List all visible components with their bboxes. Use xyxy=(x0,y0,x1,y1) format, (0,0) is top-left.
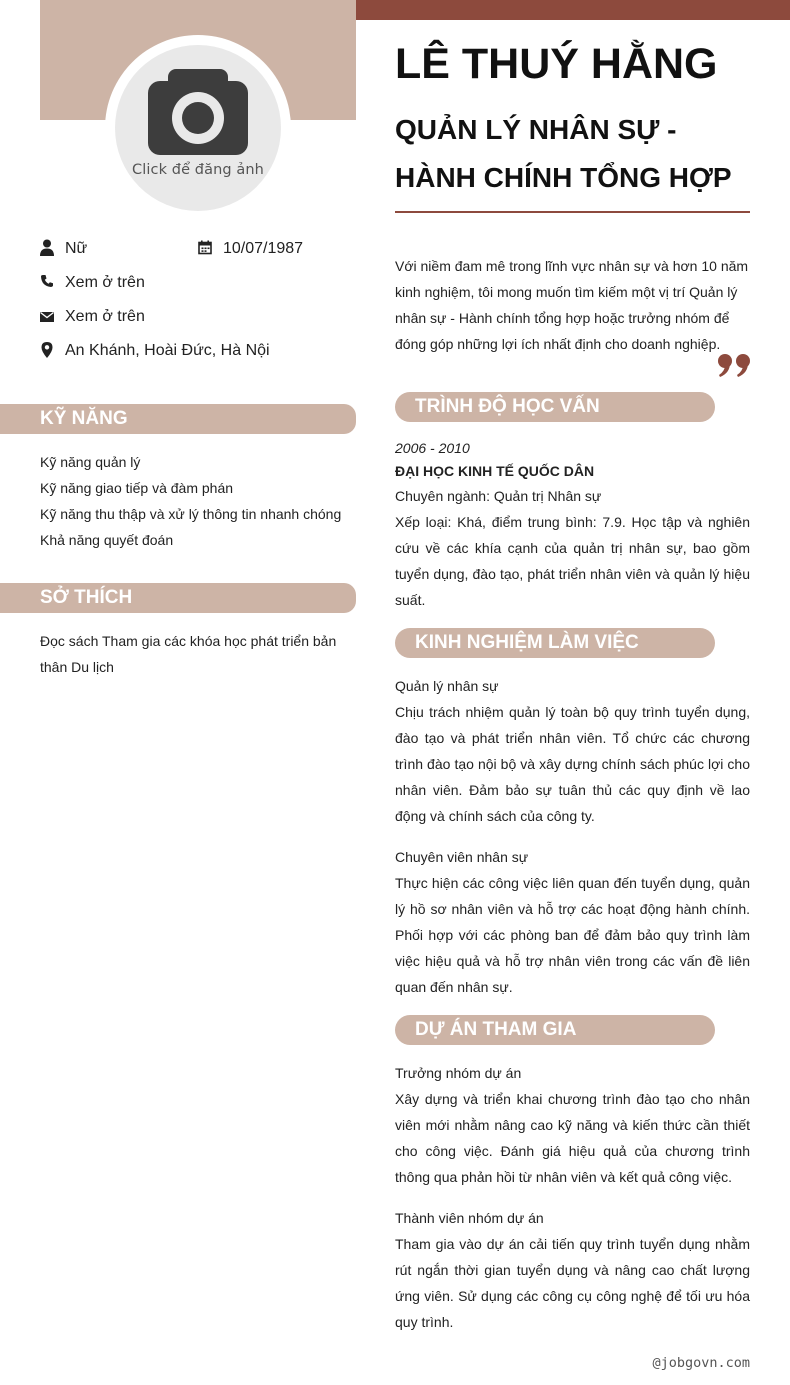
experience-position: Quản lý nhân sự xyxy=(395,678,499,694)
address-value: An Khánh, Hoài Đức, Hà Nội xyxy=(65,342,270,359)
camera-icon xyxy=(148,69,248,155)
education-years: 2006 - 2010 xyxy=(395,440,470,456)
birthdate-value: 10/07/1987 xyxy=(223,240,304,257)
project-description: Xây dựng và triển khai chương trình đào tạo cho nhân viên mới nhằm nâng cao kỹ năng và kiến thức cần thiết cho công việc. Đánh giá hiệu quả của chương trình thông qua phản hồi từ nhân viên và kết quả công việc. xyxy=(395,1091,750,1185)
projects-heading: DỰ ÁN THAM GIA xyxy=(395,1015,715,1045)
experience-position: Chuyên viên nhân sự xyxy=(395,849,529,865)
experience-description: Thực hiện các công việc liên quan đến tuyển dụng, quản lý hồ sơ nhân viên và hỗ trợ các hoạt động hành chính. Phối hợp với các phòng ban để đảm bảo quy trình làm việc hiệu quả và hỗ trợ nhân viên trong các vấn đề liên quan đến nhân sự. xyxy=(395,875,750,995)
experience-description: Chịu trách nhiệm quản lý toàn bộ quy trình tuyển dụng, đào tạo và phát triển nhân viên. Tổ chức các chương trình đào tạo nội bộ và xây dựng chính sách phúc lợi cho nhân viên. Đảm bảo sự tuân thủ các quy định về lao động và chính sách của công ty. xyxy=(395,704,750,824)
job-title: QUẢN LÝ NHÂN SỰ - HÀNH CHÍNH TỔNG HỢP xyxy=(395,114,732,193)
avatar-caption: Click để đăng ảnh xyxy=(132,162,264,178)
avatar-upload[interactable] xyxy=(115,45,281,211)
person-icon xyxy=(40,239,54,257)
project-role: Trưởng nhóm dự án xyxy=(395,1065,522,1081)
education-heading: TRÌNH ĐỘ HỌC VẤN xyxy=(395,392,715,422)
phone-icon xyxy=(40,273,54,291)
career-objective: Với niềm đam mê trong lĩnh vực nhân sự và hơn 10 năm kinh nghiệm, tôi mong muốn tìm kiếm một vị trí Quản lý nhân sự - Hành chính tổng hợp hoặc trưởng nhóm để đóng góp những lợi ích nhất định cho doanh nghiệp. xyxy=(395,258,749,352)
full-name: LÊ THUÝ HẰNG xyxy=(395,40,718,88)
calendar-icon xyxy=(198,239,212,257)
email-value: Xem ở trên xyxy=(65,308,145,325)
project-role: Thành viên nhóm dự án xyxy=(395,1210,544,1226)
skill-item: Kỹ năng giao tiếp và đàm phán xyxy=(40,480,234,496)
hobbies-heading: SỞ THÍCH xyxy=(0,583,356,613)
experience-heading: KINH NGHIỆM LÀM VIỆC xyxy=(395,628,715,658)
watermark: @jobgovn.com xyxy=(652,1355,750,1371)
top-accent-bar xyxy=(356,0,790,20)
title-divider xyxy=(395,211,750,213)
phone-value: Xem ở trên xyxy=(65,274,145,291)
skill-item: Kỹ năng thu thập và xử lý thông tin nhanh chóng xyxy=(40,506,342,522)
education-school: ĐẠI HỌC KINH TẾ QUỐC DÂN xyxy=(395,463,595,479)
hobbies-text: Đọc sách Tham gia các khóa học phát triển bản thân Du lịch xyxy=(40,633,337,675)
gender-value: Nữ xyxy=(65,240,88,257)
project-description: Tham gia vào dự án cải tiến quy trình tuyển dụng nhằm rút ngắn thời gian tuyển dụng và nâng cao chất lượng ứng viên. Sử dụng các công cụ công nghệ để tối ưu hóa quy trình. xyxy=(395,1236,750,1330)
map-pin-icon xyxy=(40,341,54,359)
education-description: Xếp loại: Khá, điểm trung bình: 7.9. Học tập và nghiên cứu về các khía cạnh của quản trị nhân sự, bao gồm tuyển dụng, đào tạo, phát triển nhân viên và quản lý hiệu suất. xyxy=(395,514,750,608)
skills-heading: KỸ NĂNG xyxy=(0,404,356,434)
envelope-icon xyxy=(40,307,54,325)
skill-item: Khả năng quyết đoán xyxy=(40,532,174,548)
quote-icon xyxy=(717,354,751,378)
skill-item: Kỹ năng quản lý xyxy=(40,454,141,470)
education-major: Chuyên ngành: Quản trị Nhân sự xyxy=(395,488,602,504)
